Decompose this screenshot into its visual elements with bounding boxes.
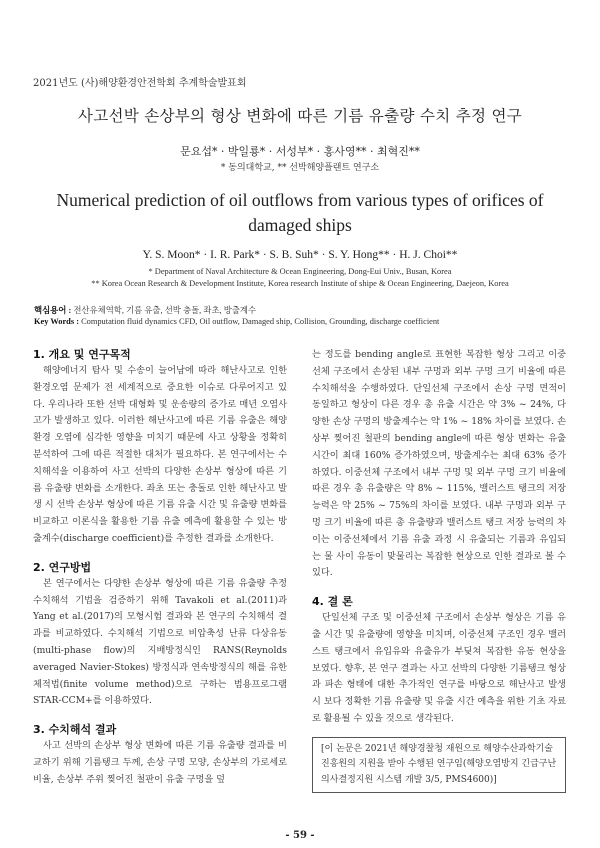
section-2-body: 본 연구에서는 다양한 손상부 형상에 따른 기름 유출량 추정 수치해석 기법을 검증하기 위해 Tavakoli et al.(2011)과 Yang et al.(2017)의 모형시험 결과와 본 연구의 수치해석 결과를 비교하였다. 수치해석 기법으로 비압축성 난류 다상유동(multi-phase flow)의 지배방정식인 RANS(Reynolds averaged Navier-Stokes) 방정식과 연속방정식의 해를 유한체적법(finite volume method)으로 구하는 범용프로그램 STAR-CCM+를 이용하였다. [33, 577, 287, 707]
conference-header: 2021년도 (사)해양환경안전학회 추계학술발표회 [33, 78, 247, 89]
page-number: - 59 - [285, 830, 315, 841]
title-english: Numerical prediction of oil outflows from various types of orifices of damaged ships [56, 190, 544, 235]
affiliations-korean: * 동의대학교, ** 선박해양플랜트 연구소 [220, 163, 380, 173]
section-4-title: 4. 결 론 [312, 595, 353, 609]
keywords-english-text: Computation fluid dynamics CFD, Oil outflow, Damaged ship, Collision, Grounding, discharge coefficient [81, 317, 440, 326]
left-column [33, 347, 287, 789]
keywords-korean [34, 304, 574, 316]
keywords-korean-label: 핵심용어 : [34, 306, 72, 315]
keywords-english-label: Key Words : [34, 317, 79, 326]
right-column [312, 347, 566, 793]
section-3-title: 3. 수치해석 결과 [33, 723, 117, 737]
section-3-body-part2: 는 정도를 bending angle로 표현한 복잡한 형상 그리고 이중선체 구조에서 손상된 내부 구멍과 외부 구멍 크기 비율에 따른 수치해석을 수행하였다. 단일선체 구조에서 손상 구멍 면적이 동일하고 형상이 다른 경우 총 유출 시간은 약 3% ~ 24%, 다양한 손상 구멍의 방출계수는 약 1% ~ 18% 차이를 보였다. 손상부 찢어진 철판의 bending angle에 따른 형상 변화는 유출 시간이 최대 160% 증가하였으며, 방출계수는 최대 63% 증가하였다. 이중선체 구조에서 내부 구멍 및 외부 구멍 크기 비율에 따른 경우 총 유출량은 약 8% ~ 115%, 밸러스트 탱크의 저장 능력은 약 25% ~ 75%의 차이를 보였다. 내부 구멍과 외부 구멍 크기 비율에 따른 총 유출량과 밸러스트 탱크 저장 능력의 차이는 이중선체에서 기름 유출 과정 시 유출되는 기름과 유입되는 물 사이 유동이 맞물리는 복잡한 현상으로 인한 결과로 볼 수 있다. [312, 349, 566, 579]
affiliation-english-2: ** Korea Ocean Research & Development Institute, Korea research Institute of shipe & Ocean Engineering, Daejeon, Korea [91, 279, 509, 288]
section-3-body-part1: 사고 선박의 손상부 형상 변화에 따른 기름 유출량 결과를 비교하기 위해 기름탱크 두께, 손상 구멍 모양, 손상부의 가로세로 비율, 손상부 주위 찢어진 철판이 유출 구멍을 덮 [33, 740, 287, 785]
keywords-english [34, 317, 574, 326]
section-1-title: 1. 개요 및 연구목적 [33, 348, 131, 361]
authors-english: Y. S. Moon* · I. R. Park* · S. B. Suh* · S. Y. Hong** · H. J. Choi** [142, 249, 458, 261]
section-1-body: 해양에너지 탐사 및 수송이 늘어남에 따라 해난사고로 인한 환경오염 문제가 전 세계적으로 중요한 이슈로 다루어지고 있다. 우리나라 또한 선박 대형화 및 운송량의 증가로 매년 오염사고가 발생하고 있다. 이러한 해난사고에 따른 기름 유출은 해양환경 오염에 심각한 영향을 미치기 때문에 사고 상황을 정확히 분석하여 그에 따른 적절한 대처가 필요하다. 본 연구에서는 수치해석을 이용하여 사고 선박의 다양한 손상부 형상에 따른 기름 유출량 변화를 소개한다. 좌초 또는 충돌로 인한 해난사고 발생 시 선박 손상부 형상에 따른 기름 유출 시간 및 유출량 변화를 비교하고 이론식을 활용한 기름 유출 예측에 활용할 수 있는 방출계수(discharge coefficient)를 추정한 결과를 소개한다. [33, 365, 288, 544]
title-korean: 사고선박 손상부의 형상 변화에 따른 기름 유출량 수치 추정 연구 [77, 107, 523, 125]
keywords-korean-text: 전산유체역학, 기름 유출, 선박 충돌, 좌초, 방출계수 [73, 306, 257, 315]
section-4-body: 단일선체 구조 및 이중선체 구조에서 손상부 형상은 기름 유출 시간 및 유출량에 영향을 미치며, 이중선체 구조인 경우 밸러스트 탱크에서 유입유와 유출유가 부딪쳐 복잡한 유동 현상을 보였다. 향후, 본 연구 결과는 사고 선박의 다양한 기름탱크 형상과 파손 형태에 대한 추가적인 연구를 바탕으로 해난사고 발생 시 보다 정확한 기름 유출량 및 유출 시간 예측을 위한 기초 자료로 활용될 수 있을 것으로 생각된다. [312, 612, 567, 724]
authors-korean: 문요섭* · 박일룡* · 서성부* · 홍사영** · 최혁진** [180, 145, 420, 158]
affiliation-english-1: * Department of Naval Architecture & Ocean Engineering, Dong-Eui Univ., Busan, Korea [148, 267, 452, 276]
section-2-title: 2. 연구방법 [33, 560, 92, 574]
funding-notice: [이 논문은 2021년 해양경찰청 재원으로 해양수산과학기술진흥원의 지원을 받아 수행된 연구임(해양오염방지 긴급구난 의사결정지원 시스템 개발 3/5, PMS4600)] [312, 737, 566, 794]
